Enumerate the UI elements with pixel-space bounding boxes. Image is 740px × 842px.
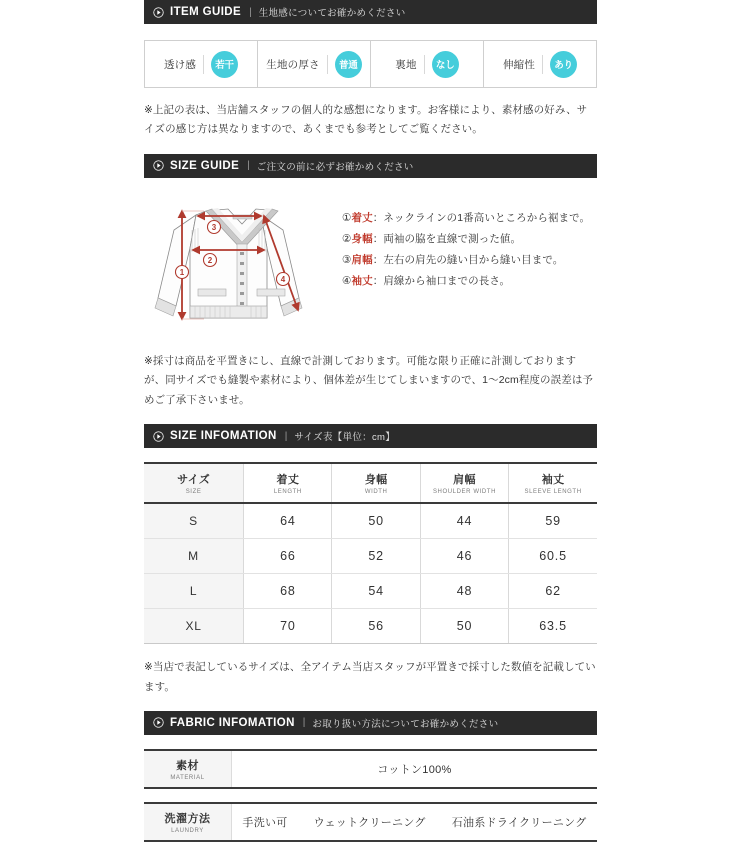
legend-item-width <box>342 229 597 250</box>
legend-desc: 肩線から袖口までの長さ。 <box>383 274 511 287</box>
cell-width: 52 <box>332 539 420 574</box>
section-subtitle: サイズ表【単位：cm】 <box>294 432 396 444</box>
legend-item-length <box>342 208 597 229</box>
cell-sleeve: 59 <box>509 503 597 539</box>
column-header-size <box>144 463 244 503</box>
header-en: SLEEVE LENGTH <box>524 489 582 496</box>
circle-play-icon <box>153 431 164 442</box>
legend-key: 着丈 <box>351 211 373 224</box>
cell-length: 70 <box>244 609 332 644</box>
column-header-length <box>244 463 332 503</box>
label-en: LAUNDRY <box>171 827 204 834</box>
cell-length: 66 <box>244 539 332 574</box>
feel-label: 裏地 <box>395 58 417 71</box>
cell-size: S <box>144 503 244 539</box>
laundry-method: 手洗い可 <box>242 816 288 829</box>
legend-number: ③ <box>342 253 352 266</box>
section-header-size-information <box>144 424 597 448</box>
legend-item-shoulder <box>342 250 597 271</box>
header-en: SIZE <box>185 489 202 496</box>
cell-width: 54 <box>332 574 420 609</box>
section-header-fabric-information <box>144 711 597 735</box>
feel-badge: なし <box>432 51 459 78</box>
header-en: LENGTH <box>273 489 302 496</box>
feel-badge: 若干 <box>211 51 238 78</box>
column-header-width <box>332 463 420 503</box>
laundry-method: ウェットクリーニング <box>313 816 426 829</box>
content-column <box>144 0 597 842</box>
label-en: MATERIAL <box>170 774 205 781</box>
feel-cell-lining <box>371 41 484 87</box>
cell-width: 50 <box>332 503 420 539</box>
feel-label: 生地の厚さ <box>266 58 320 71</box>
legend-colon: ： <box>372 211 384 224</box>
header-en: SHOULDER WIDTH <box>432 489 497 496</box>
cell-size: M <box>144 539 244 574</box>
section-separator: | <box>247 160 250 172</box>
cell-shoulder: 44 <box>420 503 508 539</box>
feel-cell-stretch <box>484 41 596 87</box>
svg-text:1: 1 <box>179 267 185 277</box>
circle-play-icon <box>153 160 164 171</box>
svg-text:2: 2 <box>207 255 213 265</box>
section-separator: | <box>284 430 288 442</box>
legend-number: ④ <box>342 274 352 287</box>
cell-size: XL <box>144 609 244 644</box>
fabric-value-laundry <box>232 804 597 840</box>
size-information-table <box>144 462 597 644</box>
header-jp: 肩幅 <box>453 474 476 487</box>
label-jp: 洗濯方法 <box>164 812 211 825</box>
measurement-legend <box>340 194 597 292</box>
legend-key: 袖丈 <box>351 274 373 287</box>
item-guide-note: ※上記の表は、当店舗スタッフの個人的な感想になります。お客様により、素材感の好み、サイズの感じ方は異なりますので、あくまでも参考としてご覧ください。 <box>144 104 588 136</box>
feel-label: 伸縮性 <box>502 58 536 71</box>
table-row <box>144 503 597 539</box>
legend-colon: ： <box>372 253 384 266</box>
circle-play-icon <box>153 7 164 18</box>
section-separator: | <box>302 717 306 729</box>
table-row <box>144 609 597 644</box>
legend-desc: 左右の肩先の縫い目から縫い目まで。 <box>383 253 564 266</box>
feel-divider <box>203 55 204 74</box>
legend-key: 肩幅 <box>351 253 373 266</box>
header-jp: 着丈 <box>276 474 300 487</box>
feel-badge: 普通 <box>335 51 362 78</box>
header-en: WIDTH <box>364 489 388 496</box>
feel-cell-sheerness <box>145 41 258 87</box>
size-guide-area <box>144 194 597 338</box>
section-separator: | <box>249 6 252 18</box>
legend-number: ② <box>342 232 352 245</box>
section-subtitle: 生地感についてお確かめください <box>258 8 406 19</box>
cell-length: 68 <box>244 574 332 609</box>
feel-cell-thickness <box>258 41 371 87</box>
feel-label: 透け感 <box>163 58 197 71</box>
cell-width: 56 <box>332 609 420 644</box>
cell-shoulder: 50 <box>420 609 508 644</box>
table-row <box>144 574 597 609</box>
fabric-row-laundry <box>144 802 597 842</box>
section-subtitle: ご注文の前に必ずお確かめください <box>256 161 414 173</box>
circle-play-icon <box>153 717 164 728</box>
cell-size: L <box>144 574 244 609</box>
feel-divider <box>424 55 425 74</box>
feel-divider <box>542 55 543 74</box>
column-header-shoulder-width <box>420 463 508 503</box>
section-subtitle: お取り扱い方法についてお確かめください <box>312 718 499 730</box>
header-jp: 身幅 <box>364 474 388 487</box>
cell-sleeve: 63.5 <box>509 609 597 644</box>
legend-desc: ネックラインの1番高いところから裾まで。 <box>383 211 591 224</box>
fabric-label-laundry <box>144 804 232 840</box>
measurement-note: ※採寸は商品を平置きにし、直線で計測しております。可能な限り正確に計測しておりますが、同サイズでも縫製や素材により、個体差が生じてしまいますので、1〜2cm程度の誤差は予めご了承下さいませ。 <box>144 354 594 406</box>
legend-number: ① <box>342 211 352 224</box>
svg-text:3: 3 <box>211 222 217 232</box>
legend-colon: ： <box>372 274 384 287</box>
laundry-method: 石油系ドライクリーニング <box>451 816 587 829</box>
fabric-value-material: コットン100% <box>377 763 452 776</box>
cell-length: 64 <box>244 503 332 539</box>
fabric-feel-table <box>144 40 597 88</box>
fabric-label-material <box>144 751 232 787</box>
section-header-size-guide <box>144 154 597 178</box>
column-header-sleeve-length <box>509 463 597 503</box>
cardigan-measurement-diagram <box>144 194 340 338</box>
section-title: ITEM GUIDE <box>170 6 242 18</box>
staff-measurement-note: ※当店で表記しているサイズは、全アイテム当店スタッフが平置きで採寸した数値を記載しています。 <box>144 661 596 693</box>
svg-text:4: 4 <box>280 274 286 284</box>
legend-key: 身幅 <box>351 232 373 245</box>
header-jp: 袖丈 <box>541 474 565 487</box>
section-title: SIZE INFOMATION <box>170 430 277 443</box>
legend-desc: 両袖の脇を直線で測った値。 <box>383 232 522 245</box>
table-header-row <box>144 463 597 503</box>
header-jp: サイズ <box>177 474 211 487</box>
section-title: SIZE GUIDE <box>170 159 240 172</box>
cell-shoulder: 48 <box>420 574 508 609</box>
fabric-row-material <box>144 749 597 789</box>
cell-sleeve: 60.5 <box>509 539 597 574</box>
feel-badge: あり <box>550 51 577 78</box>
section-header-item-guide <box>144 0 597 24</box>
cell-sleeve: 62 <box>509 574 597 609</box>
label-jp: 素材 <box>176 759 199 772</box>
legend-item-sleeve <box>342 271 597 292</box>
table-row <box>144 539 597 574</box>
legend-colon: ： <box>372 232 384 245</box>
section-title: FABRIC INFOMATION <box>170 716 295 729</box>
cell-shoulder: 46 <box>420 539 508 574</box>
feel-divider <box>327 55 328 74</box>
